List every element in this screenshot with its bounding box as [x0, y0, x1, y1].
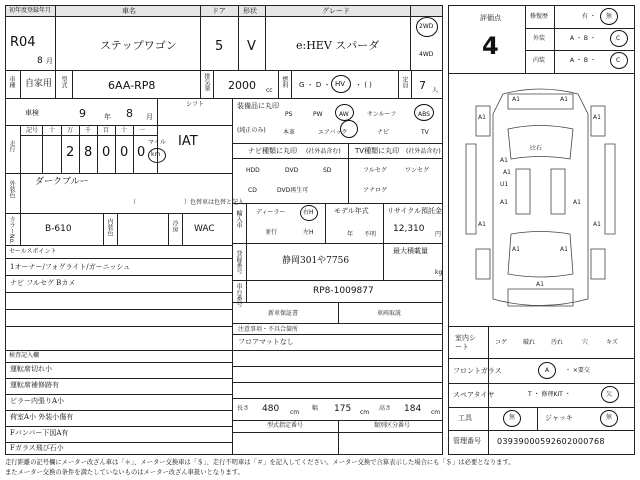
width-value: 175 — [334, 404, 352, 414]
max-load-unit: kg — [435, 269, 443, 276]
import-label: 輸入車 — [235, 210, 242, 228]
repair-history-options: 有 ・ — [582, 13, 596, 20]
inspection-month-unit: 月 — [146, 113, 153, 121]
exterior-grade-selected: C — [616, 35, 621, 42]
grade-value: e:HEV スパーダ — [296, 39, 380, 52]
repair-history-label: 修復歴 — [530, 13, 549, 20]
import-dealer: ディーラー — [256, 209, 286, 216]
interior-grade-selected: C — [616, 57, 621, 64]
mileage-digit: 2 — [66, 145, 75, 160]
jack-selected: 無 — [606, 414, 613, 421]
tv-item: ワンセグ — [405, 167, 430, 174]
spare-options: T ・ 修理KIT ・ — [528, 391, 571, 398]
equip-item: ABS — [418, 111, 430, 118]
width-label: 幅 — [312, 405, 319, 412]
seat-label: 室内シート — [455, 334, 476, 352]
length-label: 長さ — [237, 405, 250, 412]
recycle-value: 12,310 — [393, 224, 425, 234]
equipment-sub: (純正のみ) — [237, 127, 266, 134]
aircon-value: WAC — [194, 224, 215, 234]
width-unit: cm — [360, 409, 370, 416]
spare-tire-label: スペアタイヤ — [453, 391, 495, 399]
footer-line-1: 走行距離の記号欄にメーター改ざん車は「＊」、メーター交換車は「＄」、走行不明車は「＃」を記入してください。メーター交換で合算表示した場合にも「＄」は必要となります。 — [5, 459, 515, 466]
drive-2wd: 2WD — [419, 23, 434, 30]
exterior-label: 外装色 — [8, 180, 15, 198]
first-reg-era: R04 — [10, 35, 36, 50]
mgmt-label: 管理番号 — [453, 437, 481, 445]
equip-item: PS — [285, 111, 293, 118]
mileage-unit: 万 — [67, 127, 74, 134]
damage-label: A1 — [512, 246, 520, 253]
model-year-label: モデル年式 — [334, 207, 369, 215]
jack-label: ジャッキ — [545, 414, 573, 422]
navi-item: CD — [248, 187, 257, 194]
spare-selected: 欠 — [606, 391, 613, 398]
exterior-grade-label: 外装 — [533, 35, 546, 42]
exterior-note: （ ）色替車は色替と記入 — [130, 199, 245, 206]
notes-text: フロアマットなし — [238, 338, 294, 346]
damage-label: A1 — [500, 157, 508, 164]
mileage-digit: 0 — [120, 145, 129, 160]
height-unit: cm — [431, 409, 441, 416]
color-code: B-610 — [45, 224, 72, 234]
interior-label: 内装色 — [106, 218, 113, 236]
shape: V — [247, 39, 256, 54]
equipment-label: 装備品に丸印 — [237, 102, 279, 110]
car-name: ステップワゴン — [100, 39, 177, 52]
model-year-unit: 年 — [347, 231, 354, 238]
shift-value: IAT — [178, 134, 198, 149]
damage-label: A1 — [593, 221, 601, 228]
equip-item: TV — [421, 129, 429, 136]
registration-value: 静岡301や7756 — [282, 256, 350, 266]
footer-line-2: またメーター交換の条件を満たしていないものはメーター改ざん車扱いとなります。 — [5, 469, 244, 476]
cc-unit: cc — [266, 87, 273, 94]
km-label: km — [151, 151, 161, 158]
notes-label: 注意事項・不具合箇所 — [238, 326, 299, 333]
damage-label: U1 — [500, 181, 509, 188]
damage-label: A1 — [503, 169, 511, 176]
height-label: 高さ — [379, 405, 392, 412]
equip-item: PW — [313, 111, 323, 118]
navi-item: SD — [323, 167, 332, 174]
displacement-label: 排気量 — [203, 73, 210, 91]
tv-sub: (社外品含む) — [406, 148, 441, 155]
inspector-note: Fガラス飛び石小 — [10, 444, 64, 452]
grade-score-label: 評価点 — [480, 14, 501, 22]
aircon-label: 冷房 — [171, 220, 178, 232]
damage-label: A1 — [478, 221, 486, 228]
vehicle-manual-label: 車両取説 — [377, 310, 402, 317]
inspector-note: 運転席補修跡有 — [10, 381, 59, 389]
interior-grade-label: 内装 — [533, 57, 546, 64]
equip-item: 本革 — [283, 129, 296, 136]
damage-label: A1 — [573, 199, 581, 206]
exterior-grade-options: A ・ B ・ — [570, 35, 596, 42]
tv-item: アナログ — [363, 187, 388, 194]
import-left: 左H — [303, 229, 314, 236]
inspection-year-unit: 年 — [104, 113, 111, 121]
glass-chip-label: ﾋﾋ石 — [530, 145, 543, 152]
inspector-note: 運転席切れ小 — [10, 365, 52, 373]
grade-label: グレード — [322, 7, 350, 15]
front-glass-rest: ・ ×要交 — [565, 367, 590, 374]
model-label: 型式 — [60, 76, 67, 88]
repair-history-selected: 無 — [606, 13, 613, 20]
capacity-label: 定員 — [401, 76, 408, 88]
mileage-digit: 0 — [102, 145, 111, 160]
fuel-paren: ・ ( ) — [355, 81, 372, 89]
registration-label: 登録番号 — [235, 250, 242, 274]
front-glass-selected: A — [545, 367, 550, 374]
model-designation-label: 型式指定番号 — [267, 422, 304, 429]
model-year-unknown: 不明 — [364, 231, 377, 238]
exterior-color: ダークブルー — [35, 177, 89, 187]
tools-label: 工具 — [458, 414, 472, 422]
door-label: ドア — [212, 7, 226, 15]
first-reg-month: 8 — [37, 56, 43, 66]
equip-item: サンルーフ — [367, 111, 397, 118]
shape-label: 形状 — [243, 7, 257, 15]
damage-label: A1 — [593, 114, 601, 121]
interior-grade-options: A ・ B ・ — [570, 57, 596, 64]
tv-label: TV種類に丸印 — [355, 147, 400, 155]
mgmt-value: 0393900059260200076​8 — [497, 437, 605, 446]
damage-label: A1 — [560, 96, 568, 103]
model-code: 6AA-RP8 — [108, 79, 156, 92]
inspection-label: 車検 — [25, 109, 39, 117]
navi-label: ナビ種類に丸印 — [248, 147, 297, 155]
damage-label: A1 — [512, 96, 520, 103]
car-diagram — [448, 74, 635, 326]
color-code-label: カラーNo. — [8, 216, 15, 244]
car-name-label: 車名 — [122, 7, 136, 15]
mileage-label: 走行 — [8, 140, 15, 152]
sales-points-label: セールスポイント — [9, 248, 57, 255]
seat-item: 穴 — [582, 339, 589, 346]
tools-selected: 無 — [509, 414, 516, 421]
height-value: 184 — [404, 404, 422, 414]
fuel-options: G ・ D ・ — [299, 81, 331, 89]
chassis-label: 車台番号 — [235, 283, 242, 307]
grade-score: 4 — [482, 32, 499, 60]
mileage-unit: 十 — [49, 127, 56, 134]
mileage-unit: 百 — [103, 127, 110, 134]
damage-label: A1 — [536, 281, 544, 288]
sales-point-line: 1オーナー/フォグライト/ガーニッシュ — [10, 263, 131, 271]
first-reg-month-unit: 月 — [46, 57, 53, 65]
displacement: 2000 — [228, 79, 256, 92]
mile-label: マイル — [148, 139, 166, 146]
import-right: 右H — [303, 209, 314, 216]
inspection-month: 8 — [126, 107, 133, 120]
mileage-unit: 一 — [139, 127, 146, 134]
import-parallel: 並行 — [265, 229, 278, 236]
front-glass-label: フロントガラス — [453, 367, 502, 375]
mileage-unit: 千 — [85, 127, 92, 134]
record-label: 記号 — [26, 127, 39, 134]
doors: 5 — [215, 39, 224, 54]
first-reg-label: 初年度登録年月 — [9, 7, 52, 14]
equip-item: AW — [339, 111, 349, 118]
inspection-year: 9 — [79, 107, 86, 120]
inspector-note: 荷室A小 外装小傷有 — [10, 413, 74, 421]
damage-label: A1 — [478, 114, 486, 121]
damage-label: A1 — [560, 246, 568, 253]
inspector-note: ピラー内張りA小 — [10, 397, 65, 405]
use-type: 自家用 — [25, 79, 53, 89]
fuel-label: 燃料 — [281, 76, 288, 88]
fuel-selected: HV — [335, 80, 346, 88]
mileage-digit: 8 — [84, 145, 93, 160]
category-label: 車種 — [8, 76, 15, 88]
recycle-label: リサイクル預託金 — [387, 207, 443, 215]
capacity-unit: 人 — [432, 87, 439, 94]
length-value: 480 — [262, 404, 280, 414]
navi-item: HDD — [246, 167, 260, 174]
mileage-unit: 十 — [121, 127, 128, 134]
navi-item: DVD — [285, 167, 299, 174]
recycle-unit: 円 — [435, 231, 442, 238]
shift-label: シフト — [186, 101, 205, 108]
capacity: 7 — [419, 79, 426, 92]
equip-item: エアバック — [318, 129, 348, 136]
new-warranty-label: 新車保証書 — [268, 310, 299, 317]
drive-4wd: 4WD — [419, 51, 434, 58]
inspector-label: 検査記入欄 — [9, 352, 40, 359]
seat-item: キズ — [606, 339, 618, 346]
max-load-label: 最大積載量 — [393, 247, 428, 255]
equip-item: ナビ — [377, 129, 390, 136]
seat-item: 破れ — [523, 339, 536, 346]
mileage-digit: 0 — [137, 145, 146, 160]
sales-point-line: ナビ フルセグ Bカメ — [10, 279, 76, 287]
chassis-value: RP8-1009877 — [313, 286, 374, 296]
class-number-label: 類別区分番号 — [374, 422, 411, 429]
navi-item: DVD再生可 — [277, 187, 309, 194]
length-unit: cm — [290, 409, 300, 416]
navi-sub: (社外品含む) — [306, 148, 341, 155]
seat-item: コゲ — [495, 339, 508, 346]
seat-item: 汚れ — [551, 339, 564, 346]
damage-label: A1 — [500, 199, 508, 206]
inspector-note: Fバンパー下図A有 — [10, 429, 69, 437]
tv-item: フルセグ — [363, 167, 387, 174]
